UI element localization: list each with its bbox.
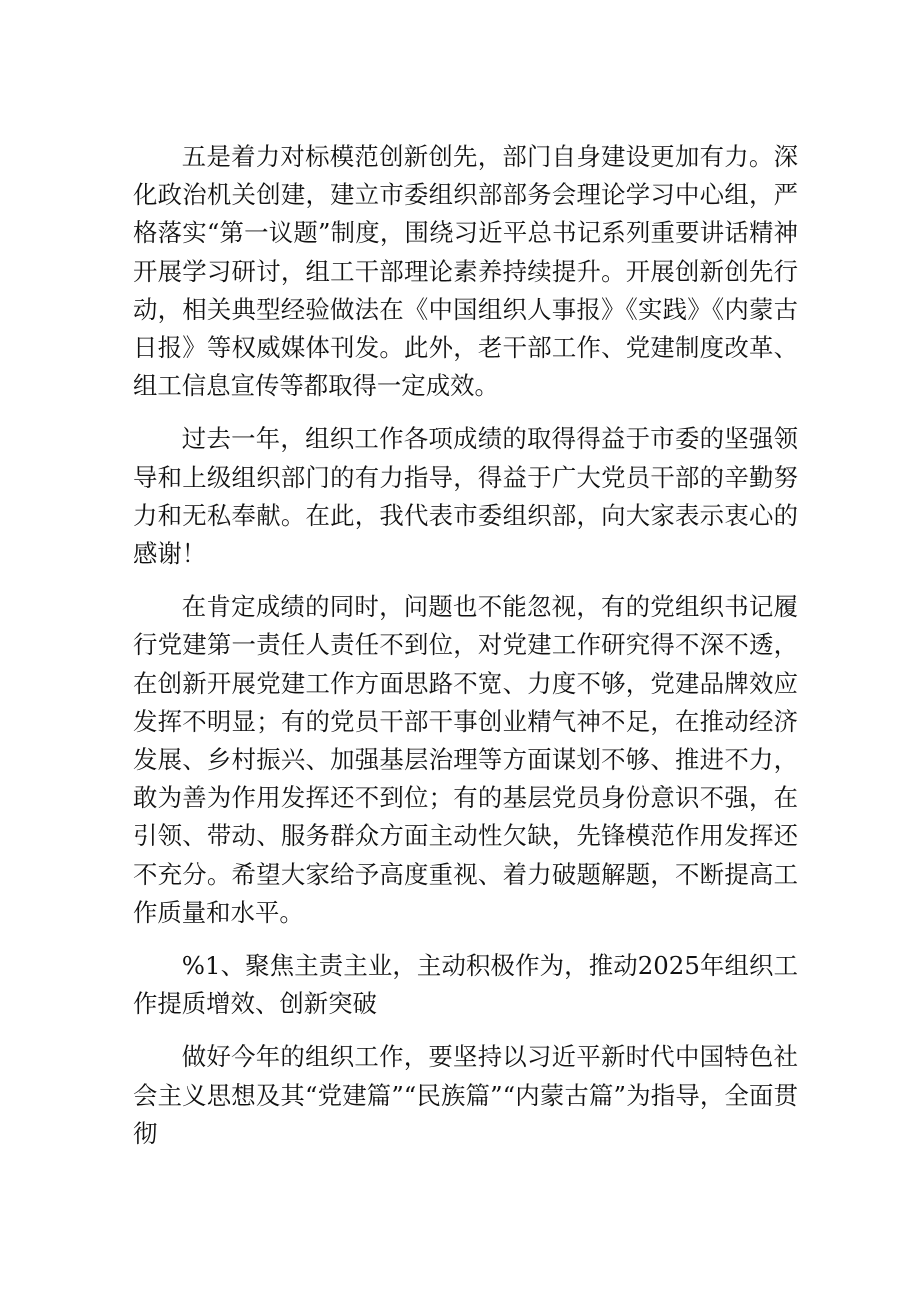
paragraph-this-year: 做好今年的组织工作，要坚持以习近平新时代中国特色社会主义思想及其“党建篇”“民族篇”“内蒙古篇”为指导，全面贯彻 bbox=[133, 1042, 798, 1148]
paragraph-thanks: 过去一年，组织工作各项成绩的取得得益于市委的坚强领导和上级组织部门的有力指导，得益于广大党员干部的辛勤努力和无私奉献。在此，我代表市委组织部，向大家表示衷心的感谢！ bbox=[133, 424, 798, 569]
section-heading: %1、聚焦主责主业，主动积极作为，推动2025年组织工作提质增效、创新突破 bbox=[133, 951, 798, 1019]
document-body bbox=[133, 138, 798, 1168]
paragraph-self-building: 五是着力对标模范创新创先，部门自身建设更加有力。深化政治机关创建，建立市委组织部部务会理论学习中心组，严格落实“第一议题”制度，围绕习近平总书记系列重要讲话精神开展学习研讨，组工干部理论素养持续提升。开展创新创先行动，相关典型经验做法在《中国组织人事报》《实践》《内蒙古日报》等权威媒体刊发。此外，老干部工作、党建制度改革、组工信息宣传等都取得一定成效。 bbox=[133, 142, 798, 401]
paragraph-problems: 在肯定成绩的同时，问题也不能忽视，有的党组织书记履行党建第一责任人责任不到位，对党建工作研究得不深不透，在创新开展党建工作方面思路不宽、力度不够，党建品牌效应发挥不明显；有的党员干部干事创业精气神不足，在推动经济发展、乡村振兴、加强基层治理等方面谋划不够、推进不力，敢为善为作用发挥还不到位；有的基层党员身份意识不强，在引领、带动、服务群众方面主动性欠缺，先锋模范作用发挥还不充分。希望大家给予高度重视、着力破题解题，不断提高工作质量和水平。 bbox=[133, 592, 798, 927]
